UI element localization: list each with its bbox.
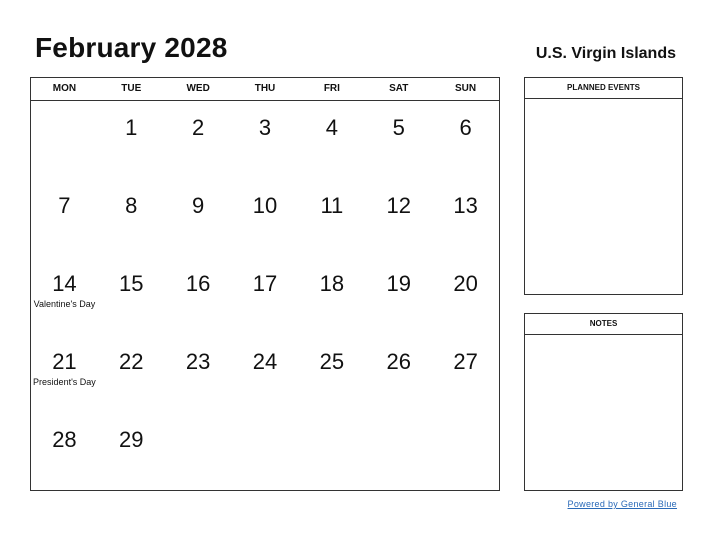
day-cell bbox=[232, 101, 299, 179]
day-cell bbox=[432, 335, 499, 413]
day-number: 22 bbox=[119, 349, 144, 374]
day-cell bbox=[98, 101, 165, 179]
day-number: 6 bbox=[459, 115, 472, 140]
weekday-label: SUN bbox=[455, 83, 477, 94]
weekday-label: FRI bbox=[323, 83, 340, 94]
day-cell bbox=[365, 179, 432, 257]
day-cell bbox=[165, 257, 232, 335]
weekday-label: WED bbox=[186, 83, 210, 94]
day-cell bbox=[232, 179, 299, 257]
day-number: 28 bbox=[52, 427, 77, 452]
notes-heading: NOTES bbox=[525, 314, 682, 335]
holiday-label: President's Day bbox=[33, 377, 96, 387]
day-number: 23 bbox=[185, 349, 211, 374]
weekday-label: THU bbox=[254, 83, 276, 94]
day-number: 18 bbox=[319, 271, 345, 296]
weekday-header-row bbox=[31, 78, 499, 101]
day-cell bbox=[365, 413, 432, 491]
day-cell bbox=[432, 413, 499, 491]
day-cell bbox=[165, 179, 232, 257]
calendar-week-row bbox=[31, 335, 499, 413]
day-cell bbox=[31, 101, 98, 179]
day-cell bbox=[432, 101, 499, 179]
day-number: 13 bbox=[453, 193, 478, 218]
day-number: 14 bbox=[52, 271, 77, 296]
day-cell bbox=[98, 179, 165, 257]
day-number: 8 bbox=[125, 193, 138, 218]
day-number: 12 bbox=[386, 193, 411, 218]
day-cell bbox=[98, 335, 165, 413]
day-cell bbox=[298, 101, 365, 179]
planned-events-panel bbox=[524, 77, 683, 295]
day-cell bbox=[98, 257, 165, 335]
day-cell bbox=[31, 335, 98, 413]
day-cell bbox=[31, 257, 98, 335]
day-number: 9 bbox=[192, 193, 205, 218]
day-cell bbox=[432, 257, 499, 335]
day-number: 7 bbox=[58, 193, 71, 218]
page-title: February 2028 bbox=[35, 32, 228, 63]
day-number: 16 bbox=[185, 271, 211, 296]
day-cell bbox=[298, 257, 365, 335]
holiday-label: Valentine's Day bbox=[33, 299, 96, 309]
day-cell bbox=[98, 413, 165, 491]
day-cell bbox=[365, 335, 432, 413]
region-label: U.S. Virgin Islands bbox=[535, 45, 676, 62]
day-cell bbox=[232, 335, 299, 413]
weekday-label: TUE bbox=[121, 83, 142, 94]
day-cell bbox=[298, 335, 365, 413]
day-cell bbox=[365, 257, 432, 335]
calendar-week-row bbox=[31, 413, 499, 491]
notes-panel bbox=[524, 313, 683, 491]
day-number: 4 bbox=[325, 115, 338, 140]
day-cell bbox=[165, 101, 232, 179]
day-number: 29 bbox=[119, 427, 144, 452]
weekday-label: SAT bbox=[389, 83, 409, 94]
day-number: 11 bbox=[320, 193, 344, 218]
day-number: 5 bbox=[392, 115, 405, 140]
day-number: 25 bbox=[319, 349, 345, 374]
day-cell bbox=[365, 101, 432, 179]
day-number: 1 bbox=[125, 115, 138, 140]
day-cell bbox=[232, 413, 299, 491]
calendar-week-row bbox=[31, 179, 499, 257]
weekday-label: MON bbox=[52, 83, 77, 94]
powered-by-link[interactable]: Powered by General Blue bbox=[567, 499, 677, 509]
planned-events-heading: PLANNED EVENTS bbox=[525, 78, 682, 99]
day-number: 2 bbox=[192, 115, 205, 140]
day-number: 26 bbox=[386, 349, 411, 374]
day-number: 3 bbox=[258, 115, 272, 140]
weeks-container bbox=[31, 101, 499, 491]
day-cell bbox=[298, 179, 365, 257]
day-cell bbox=[165, 413, 232, 491]
day-cell bbox=[432, 179, 499, 257]
day-cell bbox=[31, 413, 98, 491]
day-number: 15 bbox=[119, 271, 144, 296]
day-cell bbox=[232, 257, 299, 335]
calendar-week-row bbox=[31, 257, 499, 335]
day-number: 24 bbox=[252, 349, 278, 374]
calendar-week-row bbox=[31, 101, 499, 179]
day-cell bbox=[31, 179, 98, 257]
day-number: 21 bbox=[52, 349, 77, 374]
day-cell bbox=[298, 413, 365, 491]
day-number: 27 bbox=[453, 349, 478, 374]
calendar-grid bbox=[30, 77, 500, 491]
day-number: 19 bbox=[386, 271, 411, 296]
day-number: 17 bbox=[252, 271, 278, 296]
day-number: 10 bbox=[252, 193, 278, 218]
day-number: 20 bbox=[453, 271, 478, 296]
day-cell bbox=[165, 335, 232, 413]
